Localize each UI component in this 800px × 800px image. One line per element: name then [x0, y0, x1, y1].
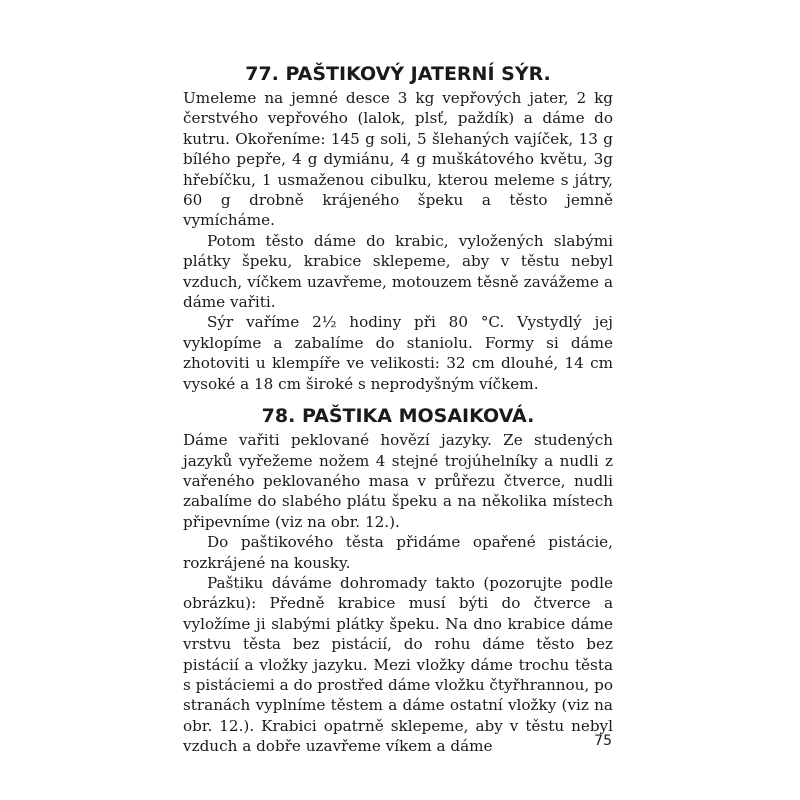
- recipe-77: [183, 60, 613, 394]
- recipe-77-paragraph-3: Sýr vaříme 2½ hodiny při 80 °C. Vystydlý jej vyklopíme a zabalíme do staniolu. Formy si dáme zhotoviti u klempíře ve velikosti: 32 cm dlouhé, 14 cm vysoké a 18 cm široké s neprodyšným víčkem.: [183, 313, 613, 393]
- page-number: 75: [594, 733, 612, 749]
- recipe-78-title: 78. PAŠTIKA MOSAIKOVÁ.: [261, 405, 535, 428]
- recipe-78: [183, 402, 613, 757]
- recipe-77-title: 77. PAŠTIKOVÝ JATERNÍ SÝR.: [245, 63, 551, 85]
- text-column: [183, 60, 613, 757]
- recipe-78-paragraph-3: Paštiku dáváme dohromady takto (pozorujte podle obrázku): Předně krabice musí býti do čtverce a vyložíme ji slabými plátky špeku. Na dno krabice dáme vrstvu těsta bez pistácií, do rohu dáme těsto bez pistácií a vložky jazyku. Mezi vložky dáme trochu těsta s pistáciemi a do prostřed dáme vložku čtyřhrannou, po stranách vyplníme těstem a dáme ostatní vložky (viz na obr. 12.). Krabici opatrně sklepeme, aby v těstu nebyl vzduch a dobře uzavřeme víkem a dáme: [183, 573, 613, 756]
- recipe-77-paragraph-1: Umeleme na jemné desce 3 kg vepřových jater, 2 kg čerstvého vepřového (lalok, plsť, paždík) a dáme do kutru. Okořeníme: 145 g soli, 5 šlehaných vajíček, 13 g bílého pepře, 4 g dymiánu, 4 g muškátového květu, 3g hřebíčku, 1 usmaženou cibulku, kterou meleme s játry, 60 g drobně krájeného špeku a těsto jemně vymícháme.: [183, 89, 613, 230]
- recipe-78-paragraph-2: Do paštikového těsta přidáme opařené pistácie, rozkrájené na kousky.: [183, 533, 613, 572]
- recipe-77-paragraph-2: Potom těsto dáme do krabic, vyložených slabými plátky špeku, krabice sklepeme, aby v těstu nebyl vzduch, víčkem uzavřeme, motouzem těsně zavážeme a dáme vařiti.: [183, 231, 613, 312]
- recipe-78-paragraph-1: Dáme vařiti peklované hovězí jazyky. Ze studených jazyků vyřežeme nožem 4 stejné trojúhelníky a nudli z vařeného peklovaného masa v průřezu čtverce, nudli zabalíme do slabého plátu špeku a na několika místech připevníme (viz na obr. 12.).: [183, 431, 613, 531]
